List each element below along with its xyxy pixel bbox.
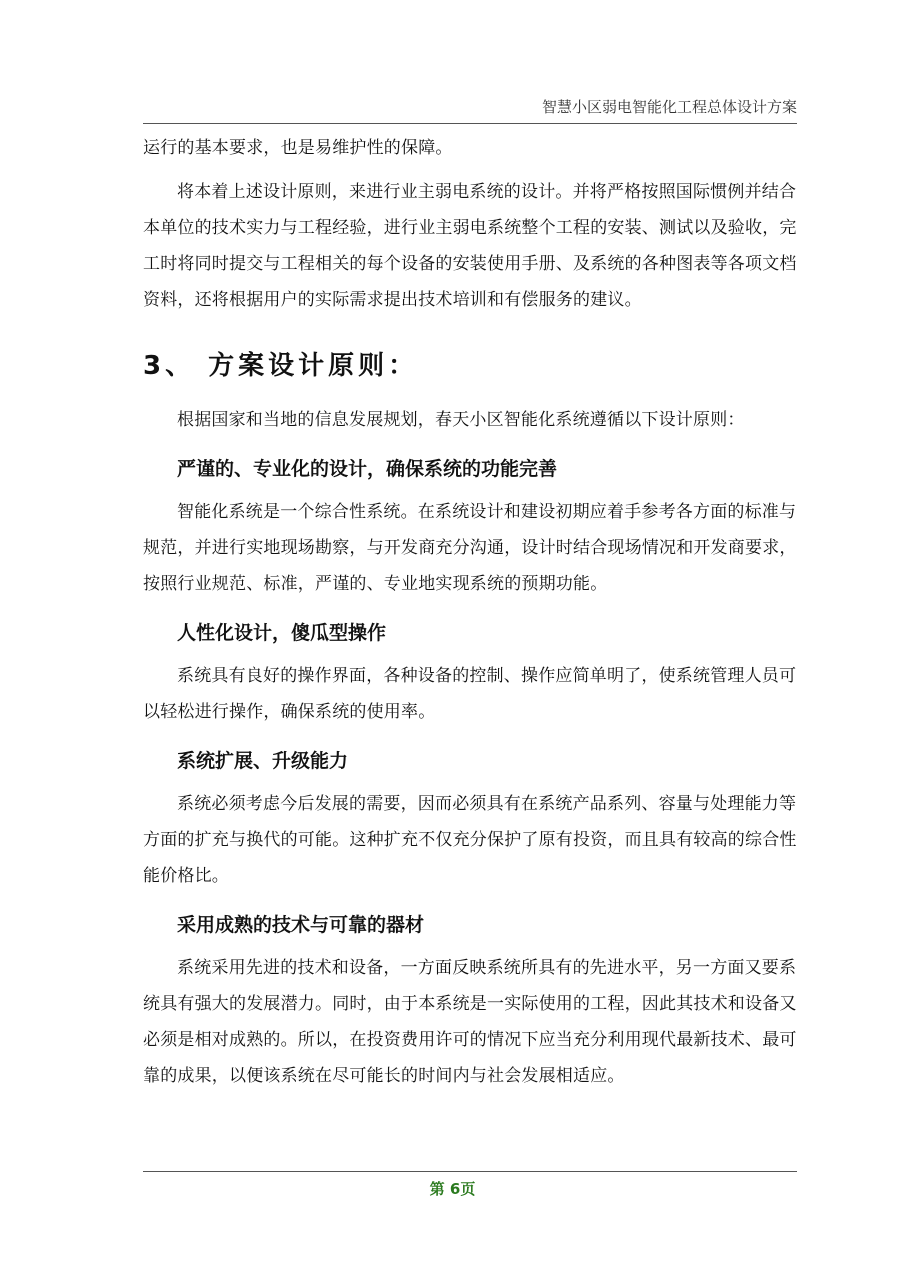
page-header-title: 智慧小区弱电智能化工程总体设计方案 [541, 98, 797, 116]
footer-divider [143, 1171, 797, 1172]
section-title: 3、 方案设计原则： [143, 351, 419, 381]
document-body [143, 128, 797, 1094]
principle-body-3: 系统必须考虑今后发展的需要，因而必须具有在系统产品系列、容量与处理能力等方面的扩充与换代的可能。这种扩充不仅充分保护了原有投资，而且具有较高的综合性能价格比。 [143, 794, 797, 886]
intro-continuation-paragraph: 运行的基本要求，也是易维护性的保障。 [143, 138, 453, 158]
intro-paragraph: 将本着上述设计原则，来进行业主弱电系统的设计。并将严格按照国际惯例并结合本单位的技术实力与工程经验，进行业主弱电系统整个工程的安装、测试以及验收，完工时将同时提交与工程相关的每个设备的安装使用手册、及系统的各种图表等各项文档资料，还将根据用户的实际需求提出技术培训和有偿服务的建议。 [143, 182, 797, 310]
principle-heading-2: 人性化设计，傻瓜型操作 [177, 622, 387, 644]
principle-body-4: 系统采用先进的技术和设备，一方面反映系统所具有的先进水平，另一方面又要系统具有强大的发展潜力。同时，由于本系统是一实际使用的工程，因此其技术和设备又必须是相对成熟的。所以，在投资费用许可的情况下应当充分利用现代最新技术、最可靠的成果，以便该系统在尽可能长的时间内与社会发展相适应。 [143, 958, 797, 1086]
principle-heading-4: 采用成熟的技术与可靠的器材 [177, 914, 425, 936]
principle-body-2: 系统具有良好的操作界面，各种设备的控制、操作应简单明了，使系统管理人员可以轻松进行操作，确保系统的使用率。 [143, 666, 797, 722]
principle-heading-3: 系统扩展、升级能力 [177, 750, 349, 772]
section-lead-paragraph: 根据国家和当地的信息发展规划，春天小区智能化系统遵循以下设计原则： [177, 410, 745, 430]
principle-body-1: 智能化系统是一个综合性系统。在系统设计和建设初期应着手参考各方面的标准与规范，并进行实地现场勘察，与开发商充分沟通，设计时结合现场情况和开发商要求，按照行业规范、标准，严谨的、专业地实现系统的预期功能。 [143, 502, 797, 594]
principle-heading-1: 严谨的、专业化的设计，确保系统的功能完善 [177, 458, 558, 480]
header-divider [143, 123, 797, 124]
page-number: 第 6页 [429, 1180, 476, 1198]
